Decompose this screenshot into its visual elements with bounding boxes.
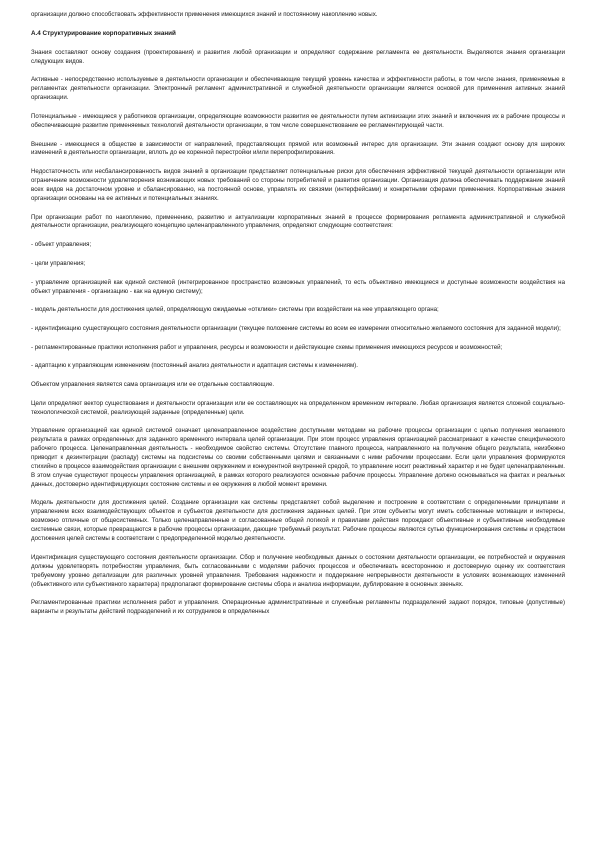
- body-paragraph: - регламентированные практики исполнения работ и управления, ресурсы и возможности и действующие схемы применения имеющихся ресурсов и возможностей;: [31, 343, 503, 351]
- body-paragraph: Цели определяют вектор существования и деятельности организации или ее составляющих на определенном временном интервале. Любая организация является сложной социально-технологической системой, реализующей заданные (определенные) цели.: [31, 399, 565, 416]
- body-paragraph: При организации работ по накоплению, применению, развитию и актуализации корпоративных знаний в процессе формирования регламента административной и служебной деятельности организации, реализующего концепцию целенаправленного управления, определяют следующие соответствия:: [31, 213, 565, 230]
- body-paragraph: Регламентированные практики исполнения работ и управления. Операционные административные и служебные регламенты подразделений задают порядок, типовые (допустимые) варианты и результаты действий подразделений и их сотрудников в определенных: [31, 599, 565, 616]
- body-paragraph: Активные - непосредственно используемые в деятельности организации и обеспечивающие текущий уровень качества и эффективности работы, в том числе знания, применяемые в регламентах деятельности организации. Электронный регламент административной и служебной деятельности организации является основой для применения активных знаний организации.: [31, 76, 565, 102]
- body-paragraph: - модель деятельности для достижения целей, определяющую ожидаемые «отклики» системы при воздействии на нее управляющего органа;: [31, 306, 439, 314]
- body-paragraph: Объектом управления является сама организация или ее отдельные составляющие.: [31, 381, 275, 389]
- body-paragraph: Внешние - имеющиеся в обществе в зависимости от направлений, представляющих прямой или возможный интерес для организации. Эти знания создают основу для широких изменений в деятельности организации, вплоть до ее коренной перестройки и/или перепрофилирования.: [31, 140, 565, 157]
- body-paragraph: Идентификация существующего состояния деятельности организации. Сбор и получение необходимых данных о состоянии деятельности организации, ее потребностей и окружения должны удовлетворять потребностям управления, быть согласованными с моделями рабочих процессов и обеспечивать всестороннюю и достоверную оценку их соответствия требуемому уровню детализации для различных уровней управления. Требования надежности и поддержание непрерывности деятельности в условиях возникающих изменений (объективного или субъективного характера) предполагают формирование системы сбора и анализа информации, дублирование в основных звеньях.: [31, 553, 565, 588]
- body-paragraph: - объект управления;: [31, 241, 92, 249]
- body-paragraph: Модель деятельности для достижения целей. Создание организации как системы представляет собой выделение и построение в соответствии с определенными принципами и управлением всех взаимодействующих объектов и субъектов деятельности для достижения заданных целей. При этом субъекты могут иметь собственные мотивации и интересы, возможно отличные от общесистемных. Только целенаправленные и согласованные общей логикой и правилами действия порождают объективные и субъективные необходимые системные связи, которые превращаются в рабочие процессы организации, дающие требуемый результат. Рабочие процессы являются сутью функционирования системы и средством достижения целей системы в соответствии с предопределенной моделью деятельности.: [31, 499, 565, 543]
- body-paragraph: Управление организацией как единой системой означает целенаправленное воздействие доступными методами на рабочие процессы организации с целью получения желаемого результата в рамках определенных для заданного временного интервала целей организации. При этом процесс управления организацией рассматривают в качестве специфического рабочего процесса. Целенаправленная деятельность - необходимое свойство системы. Отсутствие главного процесса, направленного на получение общего результата, неизбежно приводит к дезинтеграции (распаду) системы на подсистемы со своими собственными целями и связанными с ними рабочими процессами. Если цели управления формируются стихийно в процессе взаимодействия организации с внешним окружением и конкурентной внутренней средой, то управление носит реактивный характер и не будет целенаправленным. В этом случае существуют процессы управления организацией, в рамках которого реализуются основные рабочие процессы. Управление должно основываться на фактах и реальных данных, достоверно идентифицирующих состояние системы и ее окружения в любой момент времени.: [31, 427, 565, 488]
- body-paragraph: - адаптацию к управляющим изменениям (постоянный анализ деятельности и адаптация системы к изменениям).: [31, 362, 358, 370]
- body-paragraph: - цели управления;: [31, 259, 86, 267]
- body-paragraph: - управление организацией как единой системой (интегрированное пространство возможных управлений, то есть объективно имеющиеся и доступные возможности воздействия на объект управления - организацию - как на единую систему);: [31, 278, 565, 295]
- body-paragraph: Недостаточность или несбалансированность видов знаний в организации представляет потенциальные риски для обеспечения эффективной текущей деятельности организации или ограничение возможности удовлетворения возникающих новых требований со стороны потребителей и развития организации. Организация должна обеспечивать поддержание знаний всех видов на достаточном уровне и сбалансированно, на постоянной основе, управлять их связями (интерфейсами) и конкретными сферами применения. Корпоративные знания организации основаны на ее активных и потенциальных знаниях.: [31, 168, 565, 202]
- body-paragraph: Потенциальные - имеющиеся у работников организации, определяющие возможности развития ее деятельности путем активизации этих знаний и включения их в рабочие процессы и обеспечивающие развитие применяемых технологий деятельности организации, в том числе совершенствование ее регламентирующей части.: [31, 112, 565, 129]
- body-paragraph: - идентификацию существующего состояния деятельности организации (текущее положение системы во всем ее измерении относительно желаемого состояния для заданной модели);: [31, 324, 561, 332]
- intro-paragraph: организации должно способствовать эффективности применения имеющихся знаний и постоянному накоплению новых.: [31, 11, 378, 18]
- paragraph-list: [31, 49, 565, 617]
- body-paragraph: Знания составляют основу создания (проектирования) и развития любой организации и определяют содержание регламента ее деятельности. Выделяются знания организации следующих видов.: [31, 48, 565, 65]
- section-heading: А.4 Структурирование корпоративных знаний: [31, 29, 176, 37]
